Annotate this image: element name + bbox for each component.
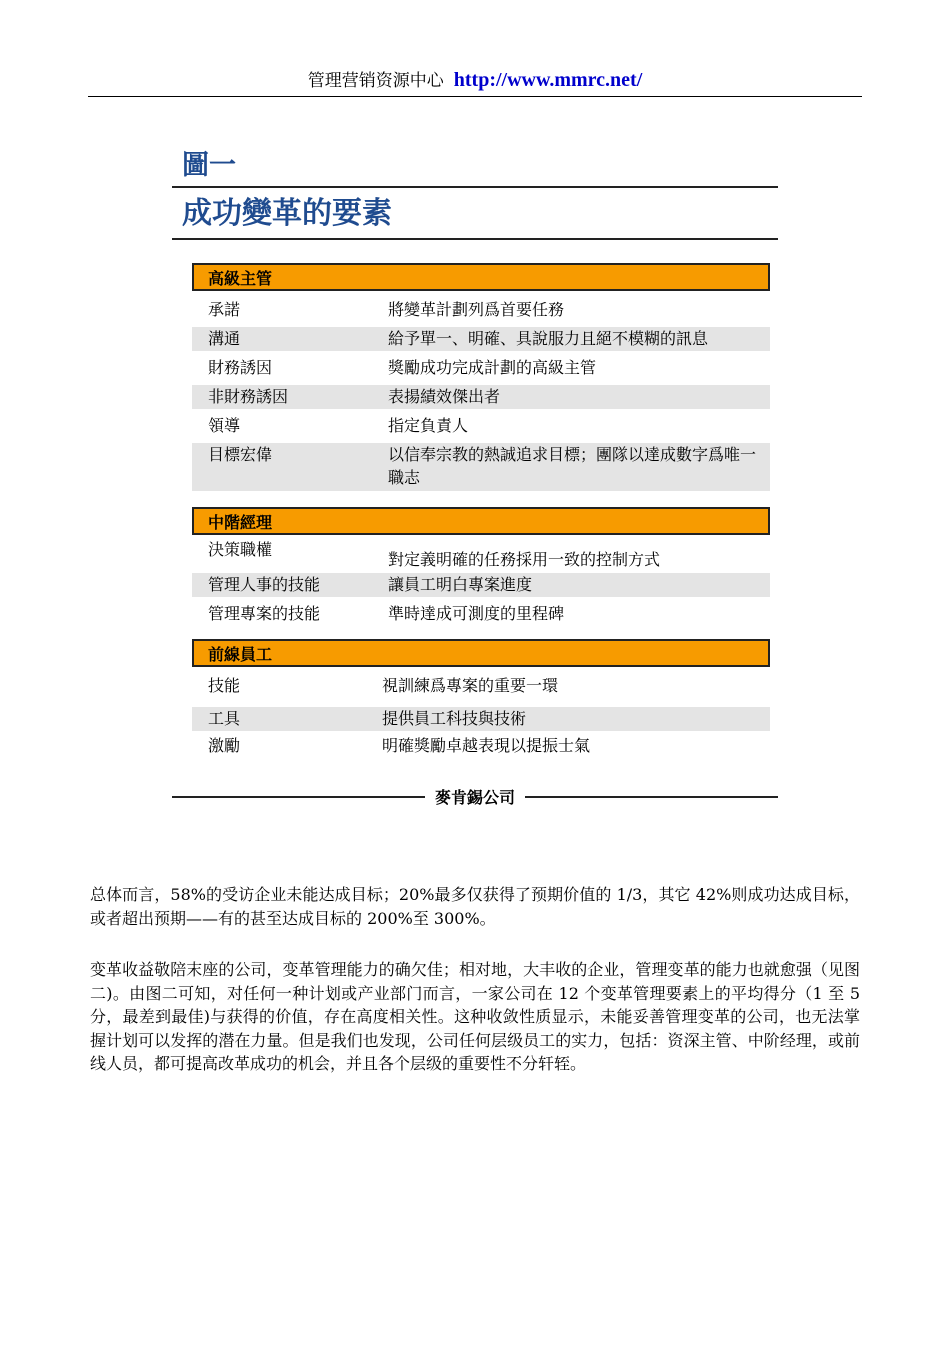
table-row: [192, 535, 770, 573]
row-value: 表揚績效傑出者: [388, 387, 501, 406]
row-key: 溝通: [208, 329, 241, 348]
row-value: 給予單一、明確、具說服力且絕不模糊的訊息: [388, 329, 709, 348]
row-key: 工具: [208, 709, 241, 728]
row-value: 獎勵成功完成計劃的高級主管: [388, 358, 597, 377]
site-url-link[interactable]: http://www.mmrc.net/: [453, 69, 643, 91]
group-middle-management: [192, 507, 770, 627]
table-row: [192, 667, 770, 699]
group-frontline-staff: [192, 639, 770, 759]
figure-source: 麥肯錫公司: [435, 788, 516, 807]
figure-label: 圖一: [182, 150, 236, 181]
row-key: 財務誘因: [208, 358, 273, 377]
table-row: [192, 357, 770, 381]
table-row: [192, 385, 770, 409]
row-value: 指定負責人: [388, 416, 469, 435]
row-value: 以信奉宗教的熱誠追求目標；團隊以達成數字爲唯一職志: [388, 445, 757, 487]
row-key: 領導: [208, 416, 241, 435]
row-value: 提供員工科技與技術: [382, 709, 527, 728]
table-row: [192, 415, 770, 439]
row-key: 管理專案的技能: [208, 604, 321, 623]
paragraph: 总体而言，58%的受访企业未能达成目标；20%最多仅获得了预期价值的 1/3，其它 42%则成功达成目标，或者超出预期——有的甚至达成目标的 200%至 300%。: [90, 885, 860, 928]
figure-title: 成功變革的要素: [182, 196, 392, 231]
table-row: [192, 573, 770, 597]
group-senior-management: [192, 263, 770, 491]
table-row: [192, 603, 770, 627]
page-header: [88, 66, 862, 97]
group-heading: 高級主管: [192, 263, 770, 291]
row-key: 承諾: [208, 300, 241, 319]
row-value: 明確獎勵卓越表現以提振士氣: [382, 736, 591, 755]
paragraph: 变革收益敬陪末座的公司，变革管理能力的确欠佳；相对地，大丰收的企业，管理变革的能力也就愈强（见图二)。由图二可知，对任何一种计划或产业部门而言，一家公司在 12 个变革管理要素上的平均得分（1 至 5 分，最差到最佳)与获得的价值，存在高度相关性。这种收敛性质显示，未能妥善管理变革的公司，也无法掌握计划可以发挥的潜在力量。但是我们也发现，公司任何层级员工的实力，包括：资深主管、中阶经理，或前线人员，都可提高改革成功的机会，并且各个层级的重要性不分轩轾。: [90, 960, 860, 1073]
divider: [172, 796, 425, 798]
figure-source-bar: [172, 785, 778, 808]
row-value: 視訓練爲專案的重要一環: [382, 676, 559, 695]
site-name: 管理营销资源中心: [307, 71, 444, 91]
table-row: [192, 735, 770, 759]
row-key: 技能: [208, 676, 241, 695]
row-key: 管理人事的技能: [208, 575, 321, 594]
divider: [525, 796, 778, 798]
group-heading: 中階經理: [192, 507, 770, 535]
row-key: 決策職權: [208, 540, 273, 559]
row-key: 激勵: [208, 736, 241, 755]
row-value: 對定義明確的任務採用一致的控制方式: [388, 550, 661, 569]
table-row: [192, 443, 770, 491]
row-value: 準時達成可測度的里程碑: [388, 604, 565, 623]
row-value: 讓員工明白專案進度: [388, 575, 533, 594]
row-key: 非財務誘因: [208, 387, 289, 406]
table-row: [192, 291, 770, 323]
figure-1: [172, 146, 778, 808]
table-row: [192, 707, 770, 731]
table-row: [192, 327, 770, 351]
row-value: 將變革計劃列爲首要任務: [388, 300, 565, 319]
divider: [172, 238, 778, 240]
row-key: 目標宏偉: [208, 445, 273, 464]
group-heading: 前線員工: [192, 639, 770, 667]
